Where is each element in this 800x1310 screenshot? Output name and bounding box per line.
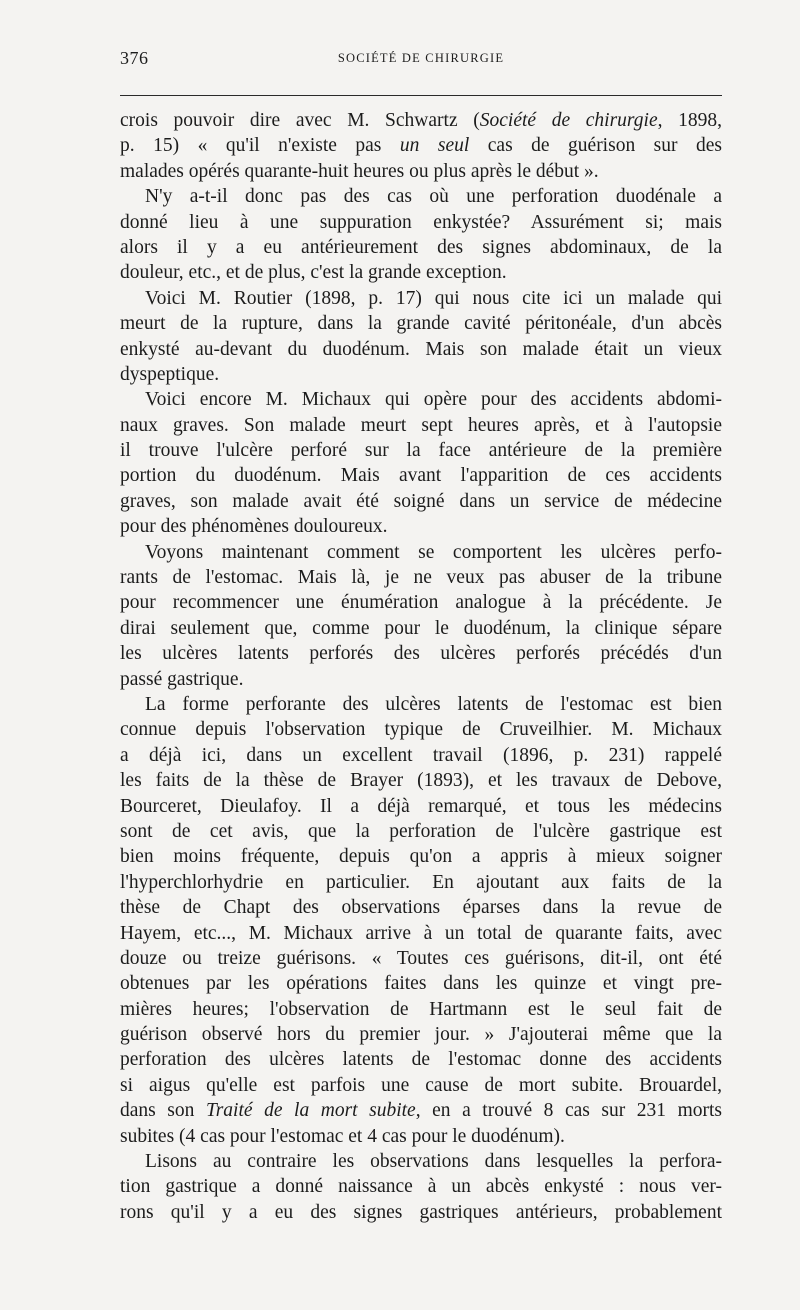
text-span: bien moins fréquente, depuis qu'on a appris à mieux soigner	[120, 846, 722, 868]
text-line	[120, 362, 722, 387]
text-line	[120, 387, 722, 412]
text-line	[120, 717, 722, 742]
text-span: tion gastrique a donné naissance à un abcès enkysté : nous ver-	[120, 1176, 722, 1198]
text-line	[120, 413, 722, 438]
text-span: dirai seulement que, comme pour le duodénum, la clinique sépare	[120, 617, 722, 639]
text-span: , en a trouvé 8 cas sur 231 morts	[415, 1100, 722, 1122]
text-span: pour recommencer une énumération analogue à la précédente. Je	[120, 592, 722, 614]
text-line	[120, 921, 722, 946]
text-line	[120, 971, 722, 996]
text-span: douleur, etc., et de plus, c'est la grande exception.	[120, 262, 507, 284]
text-line	[120, 108, 722, 133]
text-line	[120, 438, 722, 463]
text-span: les ulcères latents perforés des ulcères perforés précédés d'un	[120, 643, 722, 665]
text-line	[120, 641, 722, 666]
text-line	[120, 159, 722, 184]
text-span: N'y a-t-il donc pas des cas où une perforation duodénale a	[145, 186, 722, 208]
text-span: cas de guérison sur des	[469, 135, 722, 157]
text-line	[120, 590, 722, 615]
italic-text: Société de chirurgie	[479, 110, 658, 131]
text-span: alors il y a eu antérieurement des signes abdominaux, de la	[120, 236, 722, 258]
text-line	[120, 463, 722, 488]
text-span: naux graves. Son malade meurt sept heures après, et à l'autopsie	[120, 414, 722, 436]
text-span: graves, son malade avait été soigné dans un service de médecine	[120, 490, 722, 512]
text-span: Voyons maintenant comment se comportent les ulcères perfo-	[145, 541, 722, 563]
text-span: , 1898,	[657, 110, 723, 131]
italic-text: un seul	[399, 135, 470, 157]
text-line	[120, 1098, 722, 1123]
text-span: il trouve l'ulcère perforé sur la face antérieure de la première	[120, 440, 722, 462]
text-line	[120, 565, 722, 590]
text-span: les faits de la thèse de Brayer (1893), et les travaux de Debove,	[120, 770, 722, 792]
text-span: sont de cet avis, que la perforation de l'ulcère gastrique est	[120, 820, 722, 842]
text-line	[120, 692, 722, 717]
text-span: Voici encore M. Michaux qui opère pour des accidents abdomi-	[145, 389, 722, 411]
text-line	[120, 997, 722, 1022]
italic-text: Traité de la mort subite	[205, 1100, 416, 1122]
text-span: Hayem, etc..., M. Michaux arrive à un total de quarante faits, avec	[120, 922, 722, 944]
text-line	[120, 743, 722, 768]
text-line	[120, 514, 722, 539]
text-line	[120, 1149, 722, 1174]
text-span: obtenues par les opérations faites dans les quinze et vingt pre-	[120, 973, 722, 995]
page-number: 376	[120, 48, 149, 68]
text-span: meurt de la rupture, dans la grande cavité péritonéale, d'un abcès	[120, 313, 722, 335]
text-span: donné lieu à une suppuration enkystée? Assurément si; mais	[120, 211, 722, 233]
text-span: thèse de Chapt des observations éparses dans la revue de	[120, 897, 722, 919]
text-line	[120, 311, 722, 336]
text-line	[120, 1022, 722, 1047]
text-span: crois pouvoir dire avec M. Schwartz (	[120, 110, 480, 131]
text-line	[120, 337, 722, 362]
text-line	[120, 1174, 722, 1199]
text-line	[120, 286, 722, 311]
text-span: Bourceret, Dieulafoy. Il a déjà remarqué, et tous les médecins	[120, 795, 722, 817]
text-line	[120, 1124, 722, 1149]
text-span: pour des phénomènes douloureux.	[120, 516, 388, 538]
text-line	[120, 667, 722, 692]
text-span: connue depuis l'observation typique de Cruveilhier. M. Michaux	[120, 719, 722, 741]
text-line	[120, 616, 722, 641]
text-line	[120, 184, 722, 209]
text-span: La forme perforante des ulcères latents de l'estomac est bien	[145, 693, 722, 715]
text-line	[120, 819, 722, 844]
text-line	[120, 489, 722, 514]
text-span: l'hyperchlorhydrie en particulier. En ajoutant aux faits de la	[120, 871, 722, 893]
body-text	[120, 108, 722, 1225]
text-line	[120, 794, 722, 819]
text-span: mières heures; l'observation de Hartmann est le seul fait de	[120, 998, 722, 1020]
text-line	[120, 540, 722, 565]
header-rule	[120, 95, 722, 96]
text-span: p. 15) « qu'il n'existe pas	[120, 135, 400, 157]
text-span: Lisons au contraire les observations dans lesquelles la perfora-	[145, 1151, 722, 1173]
text-span: rants de l'estomac. Mais là, je ne veux pas abuser de la tribune	[120, 567, 722, 589]
text-line	[120, 210, 722, 235]
text-line	[120, 133, 722, 158]
text-span: dyspeptique.	[120, 363, 220, 385]
text-line	[120, 870, 722, 895]
text-line	[120, 1073, 722, 1098]
text-line	[120, 946, 722, 971]
text-line	[120, 895, 722, 920]
text-span: subites (4 cas pour l'estomac et 4 cas pour le duodénum).	[120, 1125, 565, 1147]
text-span: enkysté au-devant du duodénum. Mais son malade était un vieux	[120, 338, 722, 360]
text-line	[120, 768, 722, 793]
text-line	[120, 1200, 722, 1225]
text-line	[120, 260, 722, 285]
text-span: douze ou treize guérisons. « Toutes ces guérisons, dit-il, ont été	[120, 947, 722, 969]
text-span: portion du duodénum. Mais avant l'apparition de ces accidents	[120, 465, 722, 487]
text-span: perforation des ulcères latents de l'estomac donne des accidents	[120, 1049, 722, 1071]
text-line	[120, 844, 722, 869]
text-span: malades opérés quarante-huit heures ou plus après le début ».	[120, 160, 599, 182]
text-span: Voici M. Routier (1898, p. 17) qui nous cite ici un malade qui	[145, 287, 722, 309]
text-span: dans son	[120, 1100, 206, 1122]
text-span: rons qu'il y a eu des signes gastriques antérieurs, probablement	[120, 1201, 722, 1223]
running-head: SOCIÉTÉ DE CHIRURGIE	[337, 51, 505, 65]
text-line	[120, 1047, 722, 1072]
text-span: passé gastrique.	[120, 668, 244, 690]
text-span: a déjà ici, dans un excellent travail (1896, p. 231) rappelé	[120, 744, 722, 766]
text-line	[120, 235, 722, 260]
text-span: si aigus qu'elle est parfois une cause de mort subite. Brouardel,	[120, 1074, 722, 1096]
text-span: guérison observé hors du premier jour. » J'ajouterai même que la	[120, 1024, 722, 1046]
page-header	[120, 48, 722, 74]
